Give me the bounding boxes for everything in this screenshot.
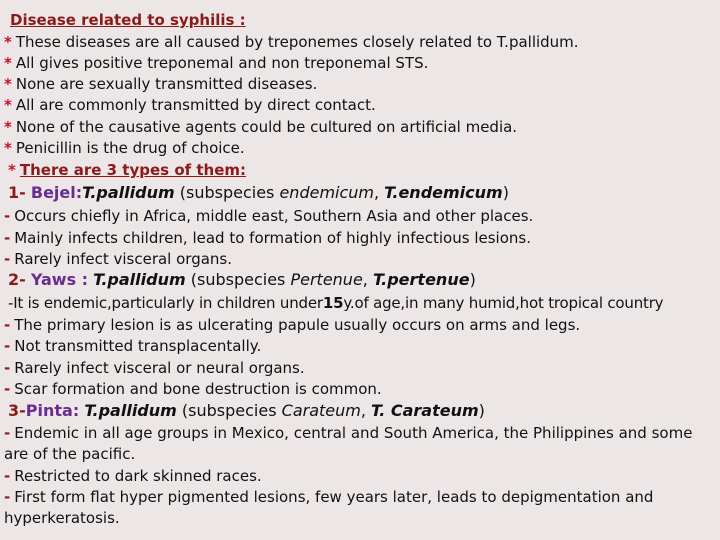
list-item-text: Occurs chiefly in Africa, middle east, Southern Asia and other places. bbox=[14, 207, 534, 225]
organism-name: T.pallidum bbox=[84, 401, 177, 420]
list-item-text: Not transmitted transplacentally. bbox=[14, 337, 262, 355]
closing-paren: ) bbox=[478, 401, 485, 420]
bullet-text: None of the causative agents could be cultured on artificial media. bbox=[15, 118, 518, 136]
dash-icon: - bbox=[4, 229, 11, 247]
subspecies-name: Pertenue bbox=[290, 270, 363, 289]
dash-icon: - bbox=[4, 424, 11, 442]
bullet-item bbox=[4, 53, 428, 73]
list-item bbox=[4, 379, 382, 399]
pinta-heading bbox=[8, 401, 485, 421]
bullet-item bbox=[4, 117, 517, 137]
list-item bbox=[4, 315, 580, 335]
full-species-name: T.pertenue bbox=[372, 270, 470, 289]
subspecies-name: endemicum bbox=[279, 183, 374, 202]
list-item bbox=[4, 206, 533, 226]
subspecies-prefix: (subspecies bbox=[190, 270, 291, 289]
bullet-item bbox=[4, 95, 376, 115]
types-heading bbox=[8, 160, 246, 180]
list-item bbox=[4, 228, 531, 248]
list-item bbox=[4, 336, 261, 356]
dash-icon: - bbox=[4, 337, 11, 355]
dash-icon: - bbox=[4, 316, 11, 334]
list-item bbox=[4, 249, 232, 269]
bejel-heading bbox=[8, 183, 509, 203]
list-item-text: -It is endemic,particularly in children under bbox=[8, 294, 323, 312]
list-item bbox=[4, 358, 305, 378]
dash-icon: - bbox=[4, 380, 11, 398]
list-item-text: Rarely infect visceral or neural organs. bbox=[14, 359, 305, 377]
bullet-item bbox=[4, 74, 317, 94]
asterisk-icon: * bbox=[8, 161, 16, 179]
bullet-item bbox=[4, 32, 579, 52]
section-number: 1- bbox=[8, 183, 26, 202]
list-item bbox=[4, 423, 714, 465]
organism-name: T.pallidum bbox=[93, 270, 186, 289]
section-number: 2- bbox=[8, 270, 26, 289]
closing-paren: ) bbox=[502, 183, 509, 202]
bullet-text: All gives positive treponemal and non treponemal STS. bbox=[15, 54, 429, 72]
full-species-name: T.endemicum bbox=[384, 183, 503, 202]
organism-name: T.pallidum bbox=[82, 183, 175, 202]
list-item-text: Endemic in all age groups in Mexico, central and South America, the Philippines and some are of the pacific. bbox=[4, 424, 693, 463]
separator: , bbox=[362, 270, 373, 289]
subspecies-prefix: (subspecies bbox=[181, 401, 282, 420]
bullet-text: These diseases are all caused by treponemes closely related to T.pallidum. bbox=[15, 33, 579, 51]
asterisk-icon: * bbox=[4, 54, 12, 72]
age-number: 15 bbox=[322, 294, 344, 312]
full-species-name: T. Carateum bbox=[371, 401, 479, 420]
types-heading-text: There are 3 types of them: bbox=[19, 161, 247, 179]
list-item-text: Rarely infect visceral organs. bbox=[14, 250, 232, 268]
dash-icon: - bbox=[4, 488, 11, 506]
dash-icon: - bbox=[4, 359, 11, 377]
dash-icon: - bbox=[4, 207, 11, 225]
section-number: 3- bbox=[8, 401, 26, 420]
asterisk-icon: * bbox=[4, 33, 12, 51]
list-item-text: Scar formation and bone destruction is common. bbox=[14, 380, 382, 398]
list-item bbox=[8, 293, 663, 313]
subspecies-name: Carateum bbox=[281, 401, 361, 420]
section-name: Yaws : bbox=[30, 270, 89, 289]
asterisk-icon: * bbox=[4, 118, 12, 136]
separator: , bbox=[374, 183, 385, 202]
closing-paren: ) bbox=[469, 270, 476, 289]
asterisk-icon: * bbox=[4, 75, 12, 93]
section-name: Bejel: bbox=[30, 183, 83, 202]
section-name: Pinta: bbox=[25, 401, 80, 420]
dash-icon: - bbox=[4, 467, 11, 485]
page-title bbox=[10, 10, 246, 30]
bullet-text: None are sexually transmitted diseases. bbox=[15, 75, 318, 93]
dash-icon: - bbox=[4, 250, 11, 268]
subspecies-prefix: (subspecies bbox=[179, 183, 280, 202]
bullet-item bbox=[4, 138, 245, 158]
list-item-text: Mainly infects children, lead to formation of highly infectious lesions. bbox=[14, 229, 531, 247]
asterisk-icon: * bbox=[4, 96, 12, 114]
yaws-heading bbox=[8, 270, 476, 290]
list-item-text: First form flat hyper pigmented lesions, few years later, leads to depigmentation and hyperkeratosis. bbox=[4, 488, 654, 527]
asterisk-icon: * bbox=[4, 139, 12, 157]
bullet-text: Penicillin is the drug of choice. bbox=[15, 139, 245, 157]
list-item bbox=[4, 466, 262, 486]
list-item-text: Restricted to dark skinned races. bbox=[14, 467, 262, 485]
list-item-text: y.of age,in many humid,hot tropical country bbox=[343, 294, 664, 312]
bullet-text: All are commonly transmitted by direct contact. bbox=[15, 96, 376, 114]
list-item-text: The primary lesion is as ulcerating papule usually occurs on arms and legs. bbox=[14, 316, 581, 334]
list-item bbox=[4, 487, 714, 529]
title-text: Disease related to syphilis : bbox=[10, 11, 246, 29]
separator: , bbox=[360, 401, 372, 420]
